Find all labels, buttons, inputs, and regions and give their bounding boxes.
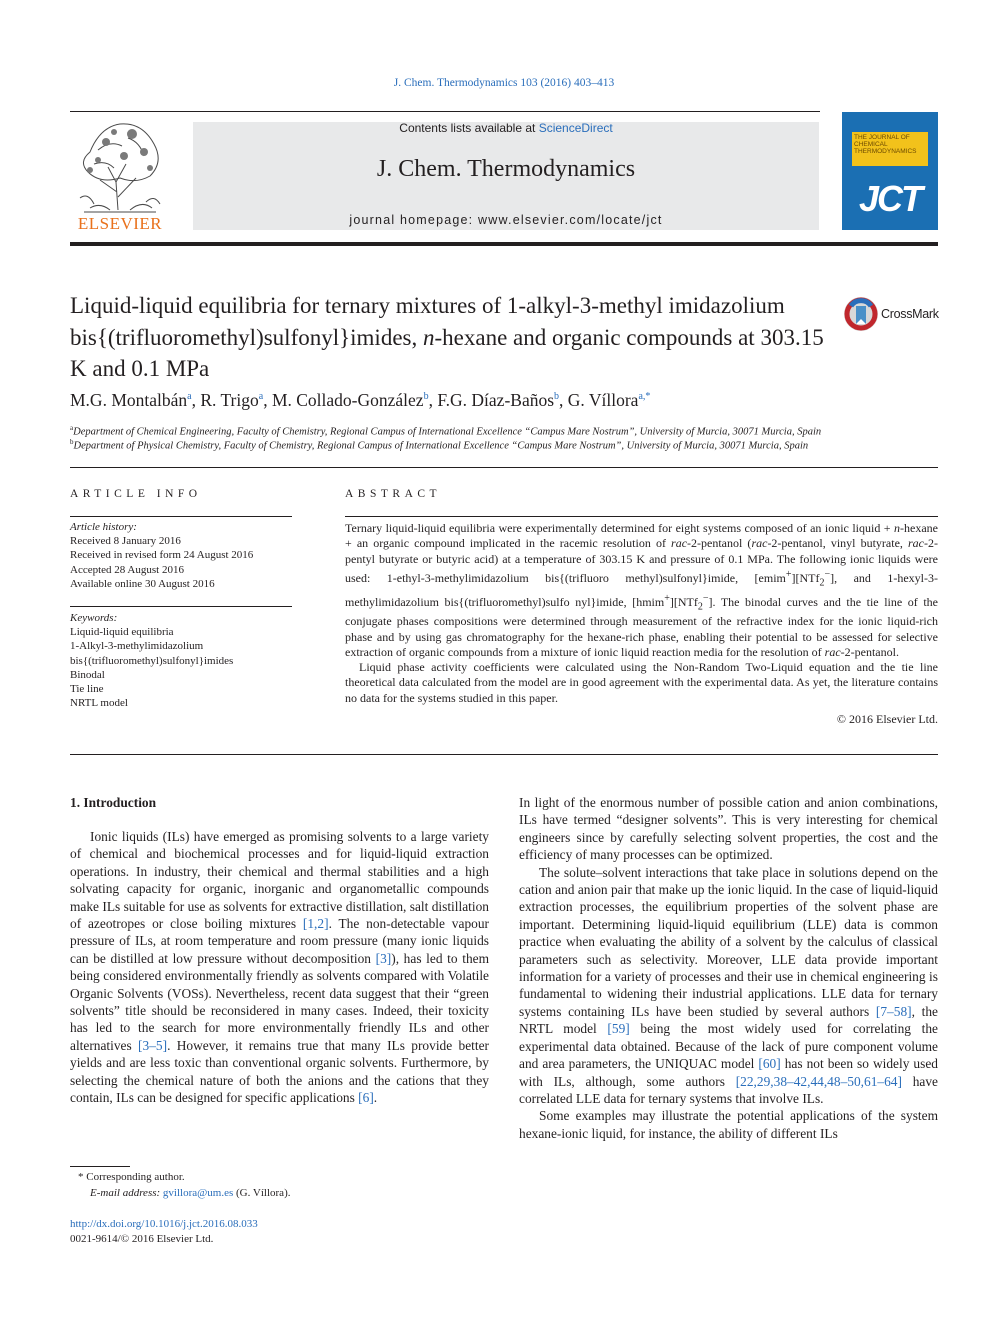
abstract-rule [345, 516, 938, 517]
citation-link[interactable]: [22,29,38–42,44,48–50,61–64] [735, 1073, 902, 1089]
homepage-prefix: journal homepage: [349, 213, 479, 227]
citation-link[interactable]: [3–5] [138, 1037, 168, 1053]
abstract-copyright: © 2016 Elsevier Ltd. [836, 712, 938, 726]
title-italic: n [423, 324, 435, 350]
affiliation-b [70, 438, 940, 452]
abstract-bottom-rule [70, 754, 938, 755]
corresponding-footnote: * Corresponding author. [78, 1171, 185, 1183]
issn-line: 0021-9614/© 2016 Elsevier Ltd. [70, 1232, 214, 1245]
contents-line [193, 121, 819, 135]
author-mark[interactable]: a [258, 391, 264, 403]
body-paragraph: The solute–solvent interactions that take place in solutions depend on the cation and anion pair that make up the ionic liquid. In the case of liquid-liquid extraction processes, the equilibrium properties of the solvent phase are important. Determining liquid-liquid equilibrium (LLE) data is common practice when evaluating the ability of a solvent by the calculus of classical parameters such as selectivity. Moreover, LLE data provide important information for a variety of processes and their use in chemical engineering is fundamental to widening their industrial applications. LLE data for ternary systems containing ILs have been studied by several authors [7–58], the NRTL model [59] being the most widely used for correlating the experimental data obtained. Because of the lack of pure component volume and area parameters, the UNIQUAC model [60] has not been so widely used with ILs, although, some authors [22,29,38–42,44,48–50,61–64] have correlated LLE data for ternary systems that involve ILs. [519, 864, 938, 1106]
title-part-1: Liquid-liquid equilibria for ternary mixtures of 1-alkyl-3-methyl imidazolium bis{(trifluoromethyl)sulfonyl}imides, [70, 293, 785, 350]
affiliation-a [70, 424, 940, 438]
email-footnote [90, 1187, 510, 1199]
affiliation-mark: a [70, 424, 74, 432]
body-paragraph: Ionic liquids (ILs) have emerged as promising solvents to a large variety of chemical and biochemical processes and for liquid-liquid extraction operations. In industry, their chemical and thermal stabilities and a high solvating capacity for organic, inorganic and organometallic compounds make ILs suitable for use as solvents for extractive distillation, salt distillation of azeotropes or close boiling mixtures [1,2]. The non-detectable vapour pressure of ILs, at room temperature and room pressure (many ionic liquids can be distilled at low pressure without decomposition [3]), has led to them being considered environmentally friendly as solvents compared with Volatile Organic Solvents (VOSs). Nevertheless, recent data suggest that their “green solvents” title should be reconsidered in many cases. Indeed, their toxicity has led to the search for more environmentally friendly ILs and other alternatives [3–5]. However, it remains true that many ILs provide better yields and are less toxic than conventional organic solvents. Furthermore, by selecting the chemical nature of both the anions and the cations that they contain, ILs can be designed for specific applications [6]. [70, 829, 489, 1106]
keyword: bis{(trifluoromethyl)sulfonyl}imides [70, 654, 234, 667]
doi-block [70, 1217, 258, 1246]
article-info-rule [70, 516, 292, 517]
keywords-list [70, 611, 310, 710]
journal-reference[interactable]: J. Chem. Thermodynamics 103 (2016) 403–413 [393, 77, 615, 89]
keyword: Liquid-liquid equilibria [70, 626, 174, 639]
footnote-rule [70, 1166, 130, 1167]
history-item: Received 8 January 2016 [70, 535, 181, 548]
article-info-heading: ARTICLE INFO [70, 488, 202, 500]
history-item: Accepted 28 August 2016 [70, 563, 184, 576]
header-bottom-rule [70, 242, 938, 246]
keywords-rule [70, 606, 292, 607]
abstract-heading: ABSTRACT [345, 488, 442, 500]
affiliation-rule [70, 467, 938, 468]
citation-link[interactable]: [59] [607, 1021, 630, 1037]
history-label: Article history: [70, 521, 137, 533]
citation-link[interactable]: [7–58] [875, 1003, 912, 1019]
article-title [70, 290, 830, 385]
body-paragraph: Some examples may illustrate the potential applications of the system hexane-ionic liquid, for instance, the ability of different ILs [519, 1108, 938, 1141]
crossmark-label[interactable]: CrossMark [881, 307, 939, 321]
author[interactable]: F.G. Díaz-Baños [437, 390, 555, 410]
keyword: 1-Alkyl-3-methylimidazolium [70, 640, 204, 653]
affiliation-mark: b [70, 438, 74, 446]
keyword: Tie line [70, 683, 104, 696]
author-mark[interactable]: b [423, 391, 429, 403]
citation-link[interactable]: [3] [375, 950, 392, 966]
header-top-rule [70, 111, 820, 112]
author[interactable]: G. Víllora [567, 390, 639, 410]
citation-link[interactable]: [60] [758, 1056, 781, 1072]
email-label: E-mail address: [90, 1187, 161, 1199]
citation-link[interactable]: [1,2] [302, 916, 329, 932]
author[interactable]: M. Collado-González [271, 390, 424, 410]
email-link[interactable]: gvillora@um.es [162, 1187, 234, 1199]
abstract-text [345, 521, 938, 706]
body-column-left [70, 828, 489, 1107]
abstract-paragraph: Ternary liquid-liquid equilibria were experimentally determined for eight systems composed of an ionic liquid + n-hexane + an organic compound implicated in the racemic resolution of rac-2-pentanol (rac-2-pentanol, vinyl butyrate, rac-2-pentyl butyrate or butyric acid) at a temperature of 303.15 K and pressure of 0.1 MPa. The following ionic liquids were used: 1-ethyl-3-methylimidazolium bis{(trifluoro methyl)sulfonyl}imide, [emim+][NTf$_2$−], and 1-hexyl-3-methylimidazolium bis{(trifluoromethyl)sulfo nyl}imide, [hmim+][NTf$_2$−]. The binodal curves and the tie line of the conjugate phases compositions were determined through measurement of the refractive index for the ionic liquid-rich phase and by using gas chromatography for the hexane-rich phase, enabling their potential to be assessed for selective extraction of organic compounds from a mixture of ionic liquid reaction media for the resolution of rac-2-pentanol. [345, 521, 939, 659]
sciencedirect-link[interactable]: ScienceDirect [538, 121, 613, 135]
affiliation-text: Department of Physical Chemistry, Faculty of Chemistry, Regional Campus of International Excellence “Campus Mare Nostrum”, University of Murcia, 30071 Murcia, Spain [73, 440, 809, 452]
history-item: Received in revised form 24 August 2016 [70, 549, 254, 562]
title-part-2: -hexane and organic compounds at 303.15 K and 0.1 MPa [70, 324, 824, 381]
corresponding-text: Corresponding author. [86, 1171, 185, 1183]
email-suffix: (G. Víllora). [236, 1187, 291, 1199]
journal-name: J. Chem. Thermodynamics [376, 156, 636, 182]
doi-link[interactable]: http://dx.doi.org/10.1016/j.jct.2016.08.033 [70, 1218, 258, 1230]
citation-link[interactable]: [6] [358, 1090, 374, 1106]
affiliation-text: Department of Chemical Engineering, Faculty of Chemistry, Regional Campus of International Excellence “Campus Mare Nostrum”, University of Murcia, 30071 Murcia, Spain [73, 426, 822, 438]
cover-abbrev: JCT [858, 178, 921, 219]
homepage-url[interactable]: www.elsevier.com/locate/jct [478, 213, 663, 227]
elsevier-wordmark: ELSEVIER [77, 214, 163, 233]
crossmark-icon[interactable] [843, 296, 879, 332]
cover-title: THE JOURNAL OF CHEMICAL THERMODYNAMICS [854, 134, 917, 155]
journal-homepage [193, 213, 819, 227]
body-column-right [519, 794, 938, 1142]
journal-cover-image [842, 112, 938, 230]
author-list: M.G. Montalbán$^a$, R. Trigo$^a$, M. Collado-González$^b$, F.G. Díaz-Baños$^b$, G. Víllora$^{a,*}$ [70, 390, 651, 410]
article-history [70, 520, 310, 591]
abstract-paragraph: Liquid phase activity coefficients were calculated using the Non-Random Two-Liquid equation and the tie line theoretical data calculated from the model are in good agreement with the experimental data. As yet, the literature contains no data for the systems studied in this paper. [345, 660, 938, 705]
body-paragraph: In light of the enormous number of possible cation and anion combinations, ILs have termed “designer solvents”. This is very interesting for chemical engineers since by carefully selecting solvent properties, the cost and the efficiency of many processes can be optimized. [519, 795, 938, 863]
author[interactable]: R. Trigo [200, 390, 259, 410]
author[interactable]: M.G. Montalbán [70, 390, 188, 410]
keywords-label: Keywords: [70, 612, 118, 624]
keyword: NRTL model [70, 697, 128, 710]
author-mark[interactable]: b [554, 391, 560, 403]
introduction-heading: 1. Introduction [70, 795, 157, 810]
author-mark[interactable]: a,* [638, 391, 651, 403]
contents-prefix: Contents lists available at [399, 121, 539, 135]
history-item: Available online 30 August 2016 [70, 577, 215, 590]
keyword: Binodal [70, 668, 105, 681]
author-mark[interactable]: a [187, 391, 192, 403]
